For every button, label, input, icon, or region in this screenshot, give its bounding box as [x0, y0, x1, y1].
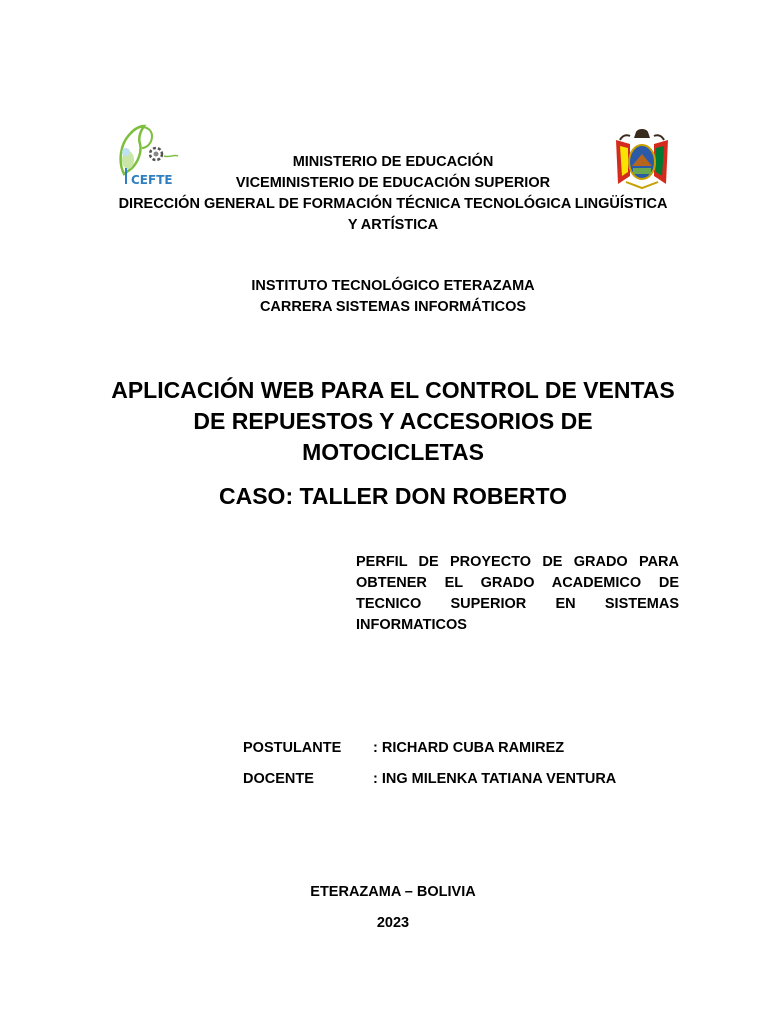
docente-label: DOCENTE — [243, 771, 314, 787]
header-line-viceministry: VICEMINISTERIO DE EDUCACIÓN SUPERIOR — [235, 175, 551, 191]
header-line-artistica: Y ARTÍSTICA — [347, 217, 439, 233]
place-footer: ETERAZAMA – BOLIVIA — [310, 884, 476, 900]
year-footer: 2023 — [376, 915, 410, 931]
header-line-direction: DIRECCIÓN GENERAL DE FORMACIÓN TÉCNICA TECNOLÓGICA LINGÜÍSTICA — [118, 196, 668, 212]
cefte-logo-text: CEFTE — [131, 173, 173, 187]
institute-name: INSTITUTO TECNOLÓGICO ETERAZAMA — [251, 278, 535, 294]
ministry-header — [90, 152, 696, 236]
career-name: CARRERA SISTEMAS INFORMÁTICOS — [259, 299, 527, 315]
header-line-ministry: MINISTERIO DE EDUCACIÓN — [292, 154, 494, 170]
postulante-value: : RICHARD CUBA RAMIREZ — [373, 740, 565, 756]
title-line-2: DE REPUESTOS Y ACCESORIOS DE — [193, 408, 593, 434]
title-line-3: MOTOCICLETAS — [302, 439, 484, 465]
degree-profile-text: PERFIL DE PROYECTO DE GRADO PARA OBTENER EL GRADO ACADEMICO DE TECNICO SUPERIOR EN SISTEMAS INFORMATICOS — [356, 554, 679, 633]
title-line-1: APLICACIÓN WEB PARA EL CONTROL DE VENTAS — [111, 377, 675, 403]
institute-block — [90, 276, 696, 318]
case-title: CASO: TALLER DON ROBERTO — [219, 483, 567, 509]
postulante-label: POSTULANTE — [243, 740, 342, 756]
project-title — [84, 375, 702, 468]
docente-value: : ING MILENKA TATIANA VENTURA — [373, 771, 617, 787]
